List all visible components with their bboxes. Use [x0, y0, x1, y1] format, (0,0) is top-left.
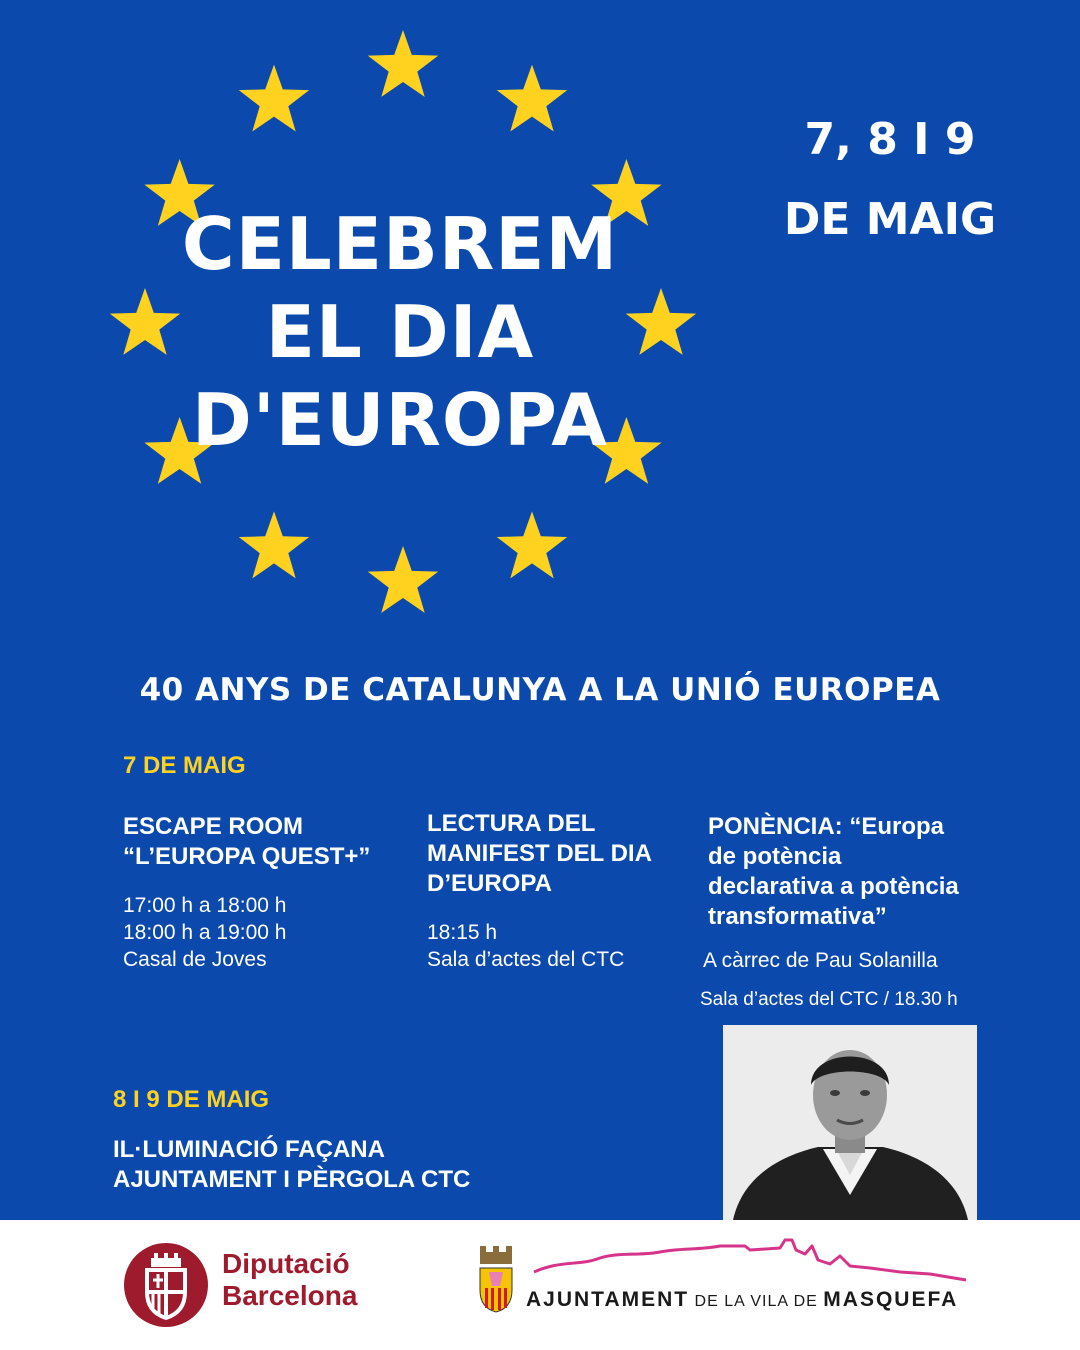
dates-line: DE MAIG [783, 194, 997, 245]
day1-label: 7 DE MAIG [123, 752, 246, 779]
event1-detail: 18:00 h a 19:00 h [123, 921, 287, 944]
ajuntament-connector: DE LA VILA DE [689, 1293, 824, 1310]
event2-title-line: MANIFEST DEL DIA [427, 840, 652, 867]
event-dates [780, 100, 1000, 260]
event3-title-line: declarativa a potència [708, 873, 959, 900]
dates-line: 7, 8 I 9 [804, 114, 976, 165]
event3-detail: A càrrec de Pau Solanilla [703, 949, 938, 972]
ajuntament-word: AJUNTAMENT [526, 1288, 690, 1311]
event2-detail: Sala d’actes del CTC [427, 948, 625, 971]
headline-line: D'EUROPA [192, 378, 608, 462]
headline-line: CELEBREM [181, 202, 619, 286]
event1-detail: 17:00 h a 18:00 h [123, 894, 287, 917]
event2-title [427, 809, 652, 899]
diputacio-crest-icon [123, 1242, 209, 1328]
eu-star-icon [239, 511, 309, 578]
event1-title [123, 812, 370, 872]
ajuntament-wordmark [526, 1288, 958, 1312]
event3-title-line: de potència [708, 843, 842, 870]
footer [0, 1220, 1080, 1350]
diputacio-wordmark [222, 1248, 357, 1312]
event2-title-line: D’EUROPA [427, 870, 552, 897]
event2-detail: 18:15 h [427, 921, 498, 944]
eu-star-icon [239, 65, 309, 132]
speaker-portrait [723, 1025, 977, 1220]
day2-event-line: IL·LUMINACIÓ FAÇANA [113, 1136, 385, 1163]
event1-title-line: “L’EUROPA QUEST+” [123, 843, 371, 870]
diputacio-line: Barcelona [222, 1280, 358, 1311]
day2-label: 8 I 9 DE MAIG [113, 1086, 270, 1113]
portrait-drawing [723, 1025, 977, 1220]
masquefa-word: MASQUEFA [823, 1288, 959, 1311]
headline-line: EL DIA [265, 290, 535, 374]
diputacio-line: Diputació [222, 1248, 350, 1279]
event1-detail: Casal de Joves [123, 948, 267, 971]
eu-star-icon [368, 546, 438, 613]
event3-title-line: transformativa” [708, 903, 887, 930]
eu-star-icon [497, 65, 567, 132]
eu-star-icon [368, 30, 438, 97]
headline [160, 200, 640, 464]
eu-star-icon [497, 511, 567, 578]
event1-title-line: ESCAPE ROOM [123, 813, 304, 840]
day2-event-line: AJUNTAMENT I PÈRGOLA CTC [113, 1166, 471, 1193]
subtitle: 40 ANYS DE CATALUNYA A LA UNIÓ EUROPEA [139, 672, 941, 708]
event2-title-line: LECTURA DEL [427, 810, 596, 837]
event3-detail: Sala d’actes del CTC / 18.30 h [700, 989, 958, 1010]
day2-event [113, 1135, 470, 1195]
event3-title-line: PONÈNCIA: “Europa [708, 813, 945, 840]
masquefa-shield-icon [476, 1246, 516, 1314]
masquefa-skyline-icon [530, 1236, 970, 1288]
event3-title [708, 812, 959, 932]
